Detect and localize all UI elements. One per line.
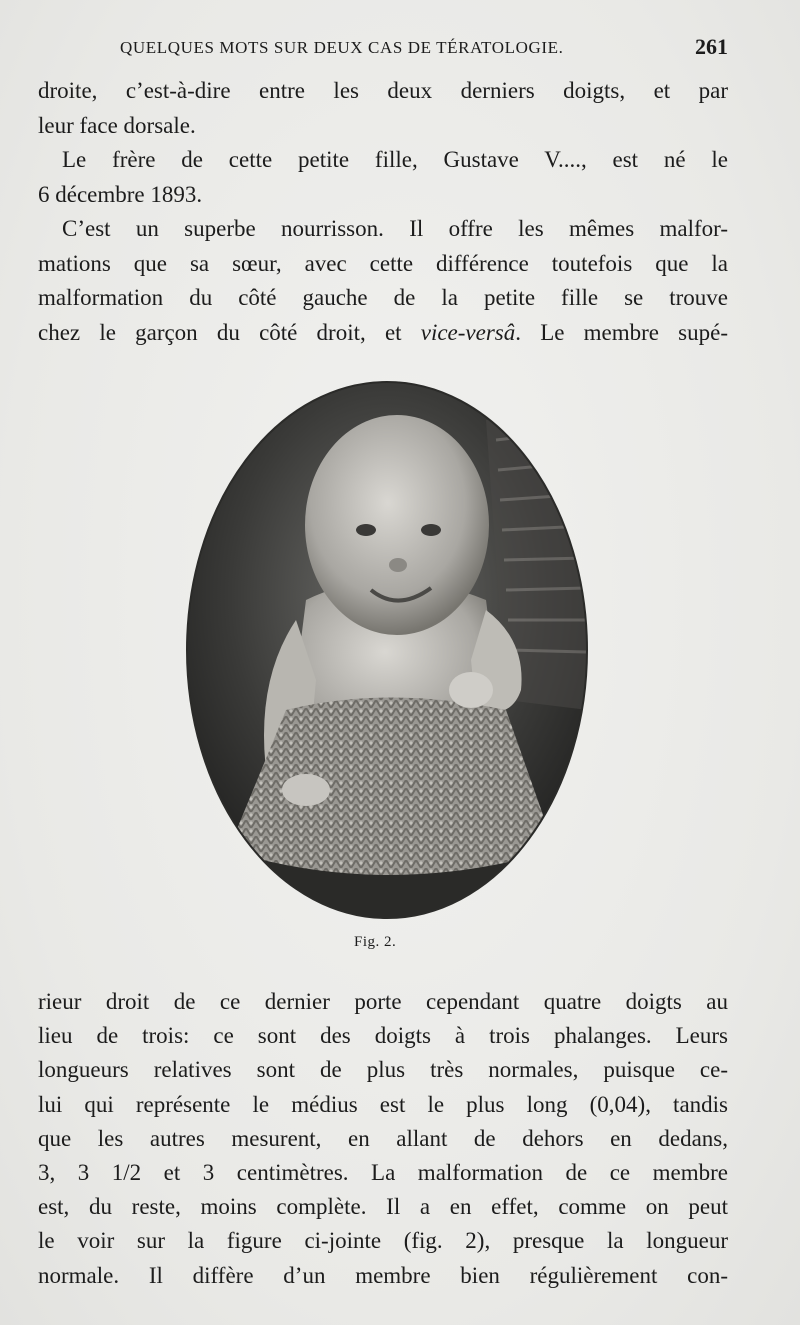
page-header (120, 34, 728, 64)
text-line: droite, c’est-à-dire entre les deux derniers doigts, et par (38, 78, 728, 103)
text-line: le voir sur la figure ci-jointe (fig. 2), presque la longueur (38, 1228, 728, 1254)
text-line-part: chez le garçon du côté droit, et (38, 319, 402, 345)
italic-term: vice-versâ (420, 319, 516, 345)
text-line: 3, 3 1/2 et 3 centimètres. La malformation de ce membre (38, 1159, 728, 1185)
text-block-top (38, 74, 728, 350)
text-line: normale. Il diffère d’un membre bien régulièrement con- (38, 1262, 728, 1288)
text-line: leur face dorsale. (38, 112, 196, 138)
text-line (38, 316, 728, 351)
text-line: lui qui représente le médius est le plus long (0,04), tandis (38, 1091, 728, 1117)
text-block-bottom (38, 985, 728, 1293)
text-line: longueurs relatives sont de plus très normales, puisque ce- (38, 1057, 728, 1083)
infant-photograph (186, 380, 588, 920)
running-title: QUELQUES MOTS SUR DEUX CAS DE TÉRATOLOGIE. (120, 38, 564, 57)
text-line: rieur droit de ce dernier porte cependant quatre doigts au (38, 989, 728, 1014)
text-line-part: . Le membre supé- (515, 319, 729, 345)
text-line: mations que sa sœur, avec cette différence toutefois que la (38, 250, 728, 276)
text-line: que les autres mesurent, en allant de dehors en dedans, (38, 1125, 728, 1151)
page-number: 261 (695, 34, 728, 59)
figure-caption: Fig. 2. (354, 934, 397, 950)
text-line: 6 décembre 1893. (38, 181, 203, 207)
text-line: lieu de trois: ce sont des doigts à trois phalanges. Leurs (38, 1023, 728, 1049)
text-line: est, du reste, moins complète. Il a en effet, comme on peut (38, 1194, 728, 1220)
text-line: C’est un superbe nourrisson. Il offre les mêmes malfor- (62, 216, 728, 241)
text-line: Le frère de cette petite fille, Gustave V...., est né le (62, 147, 728, 172)
text-line: malformation du côté gauche de la petite fille se trouve (38, 285, 728, 310)
figure-photograph (186, 380, 588, 920)
